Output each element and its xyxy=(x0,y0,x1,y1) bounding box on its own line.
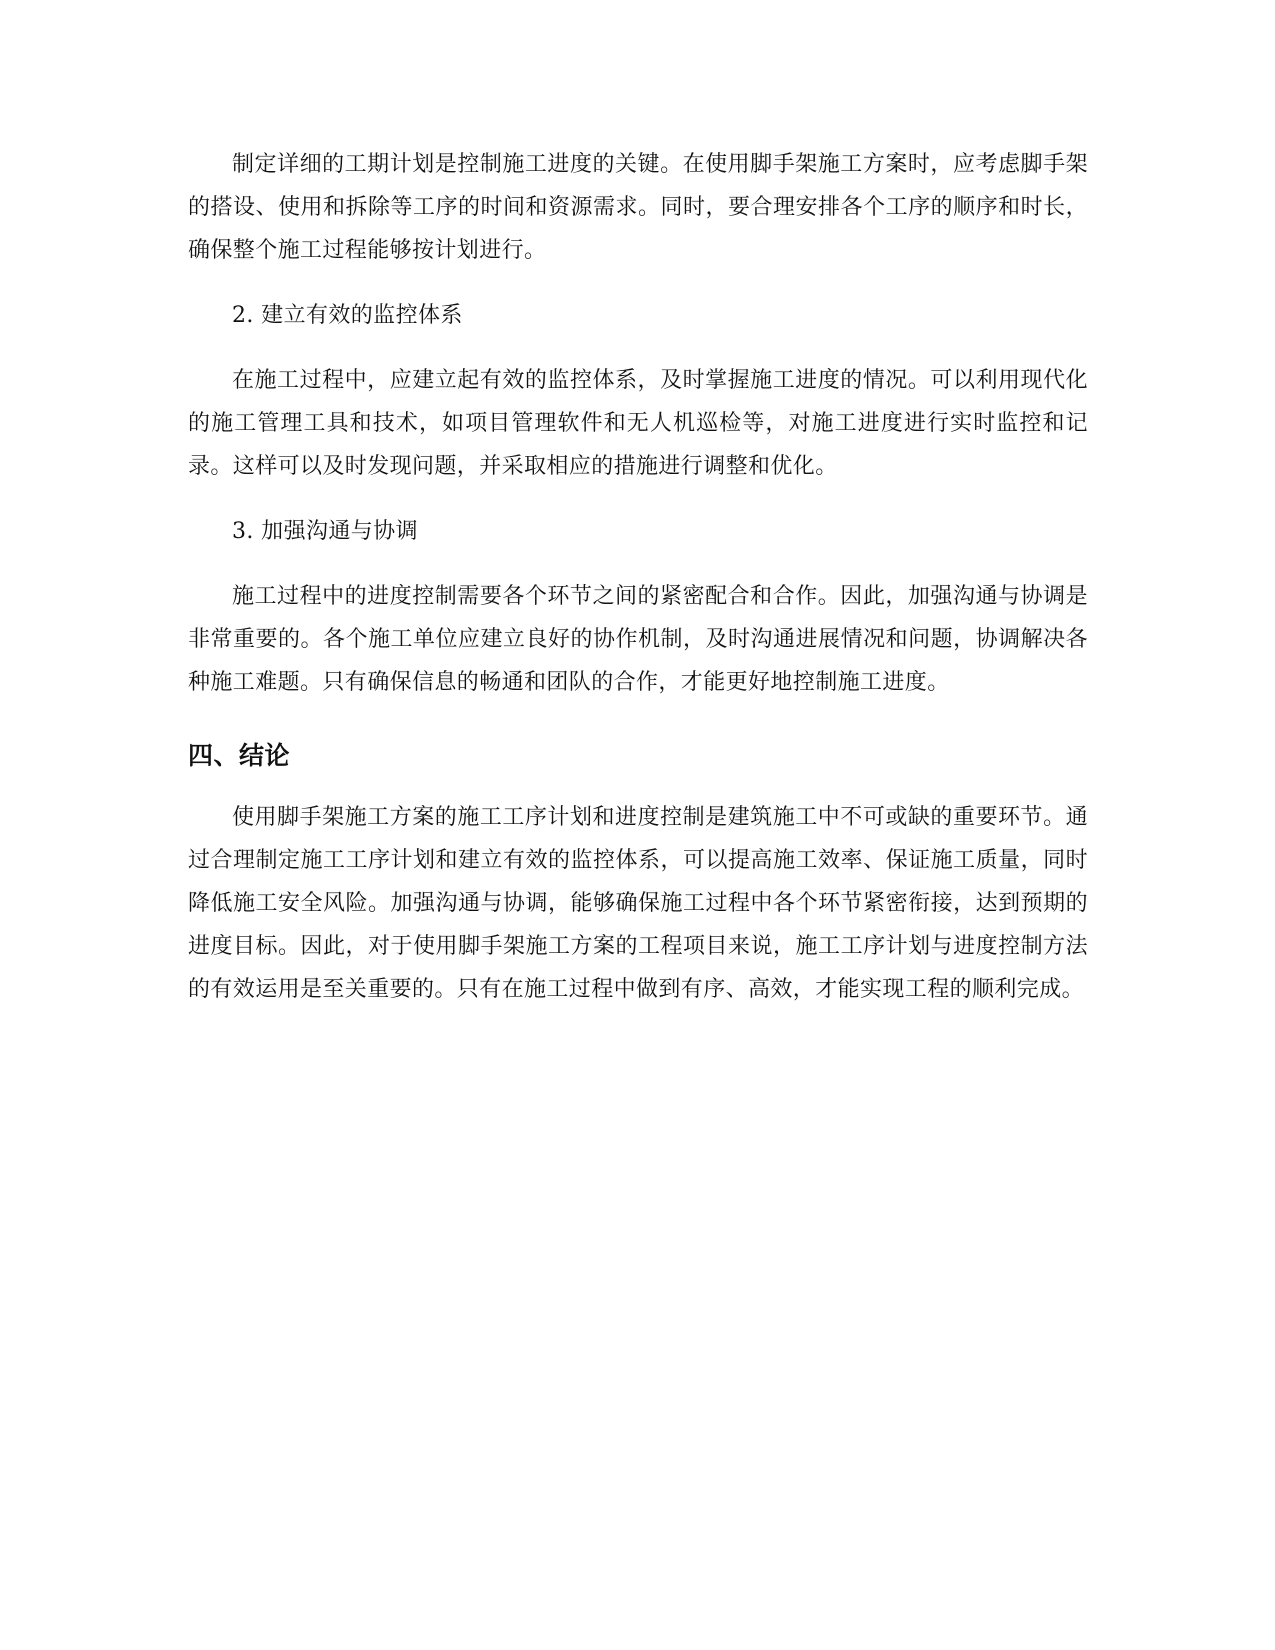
paragraph-schedule-plan: 制定详细的工期计划是控制施工进度的关键。在使用脚手架施工方案时，应考虑脚手架的搭设、使用和拆除等工序的时间和资源需求。同时，要合理安排各个工序的顺序和时长，确保整个施工过程能够按计划进行。 xyxy=(188,152,1088,263)
document-body xyxy=(188,143,1088,1011)
paragraph-monitoring: 在施工过程中，应建立起有效的监控体系，及时掌握施工进度的情况。可以利用现代化的施工管理工具和技术，如项目管理软件和无人机巡检等，对施工进度进行实时监控和记录。这样可以及时发现问题，并采取相应的措施进行调整和优化。 xyxy=(188,368,1088,479)
section-heading-conclusion: 四、结论 xyxy=(188,741,291,770)
paragraph-conclusion: 使用脚手架施工方案的施工工序计划和进度控制是建筑施工中不可或缺的重要环节。通过合理制定施工工序计划和建立有效的监控体系，可以提高施工效率、保证施工质量，同时降低施工安全风险。加强沟通与协调，能够确保施工过程中各个环节紧密衔接，达到预期的进度目标。因此，对于使用脚手架施工方案的工程项目来说，施工工序计划与进度控制方法的有效运用是至关重要的。只有在施工过程中做到有序、高效，才能实现工程的顺利完成。 xyxy=(188,805,1088,1002)
list-item-monitoring-system: 2. 建立有效的监控体系 xyxy=(232,303,463,328)
paragraph-communication: 施工过程中的进度控制需要各个环节之间的紧密配合和合作。因此，加强沟通与协调是非常重要的。各个施工单位应建立良好的协作机制，及时沟通进展情况和问题，协调解决各种施工难题。只有确保信息的畅通和团队的合作，才能更好地控制施工进度。 xyxy=(188,584,1088,695)
list-item-communication: 3. 加强沟通与协调 xyxy=(232,519,418,544)
